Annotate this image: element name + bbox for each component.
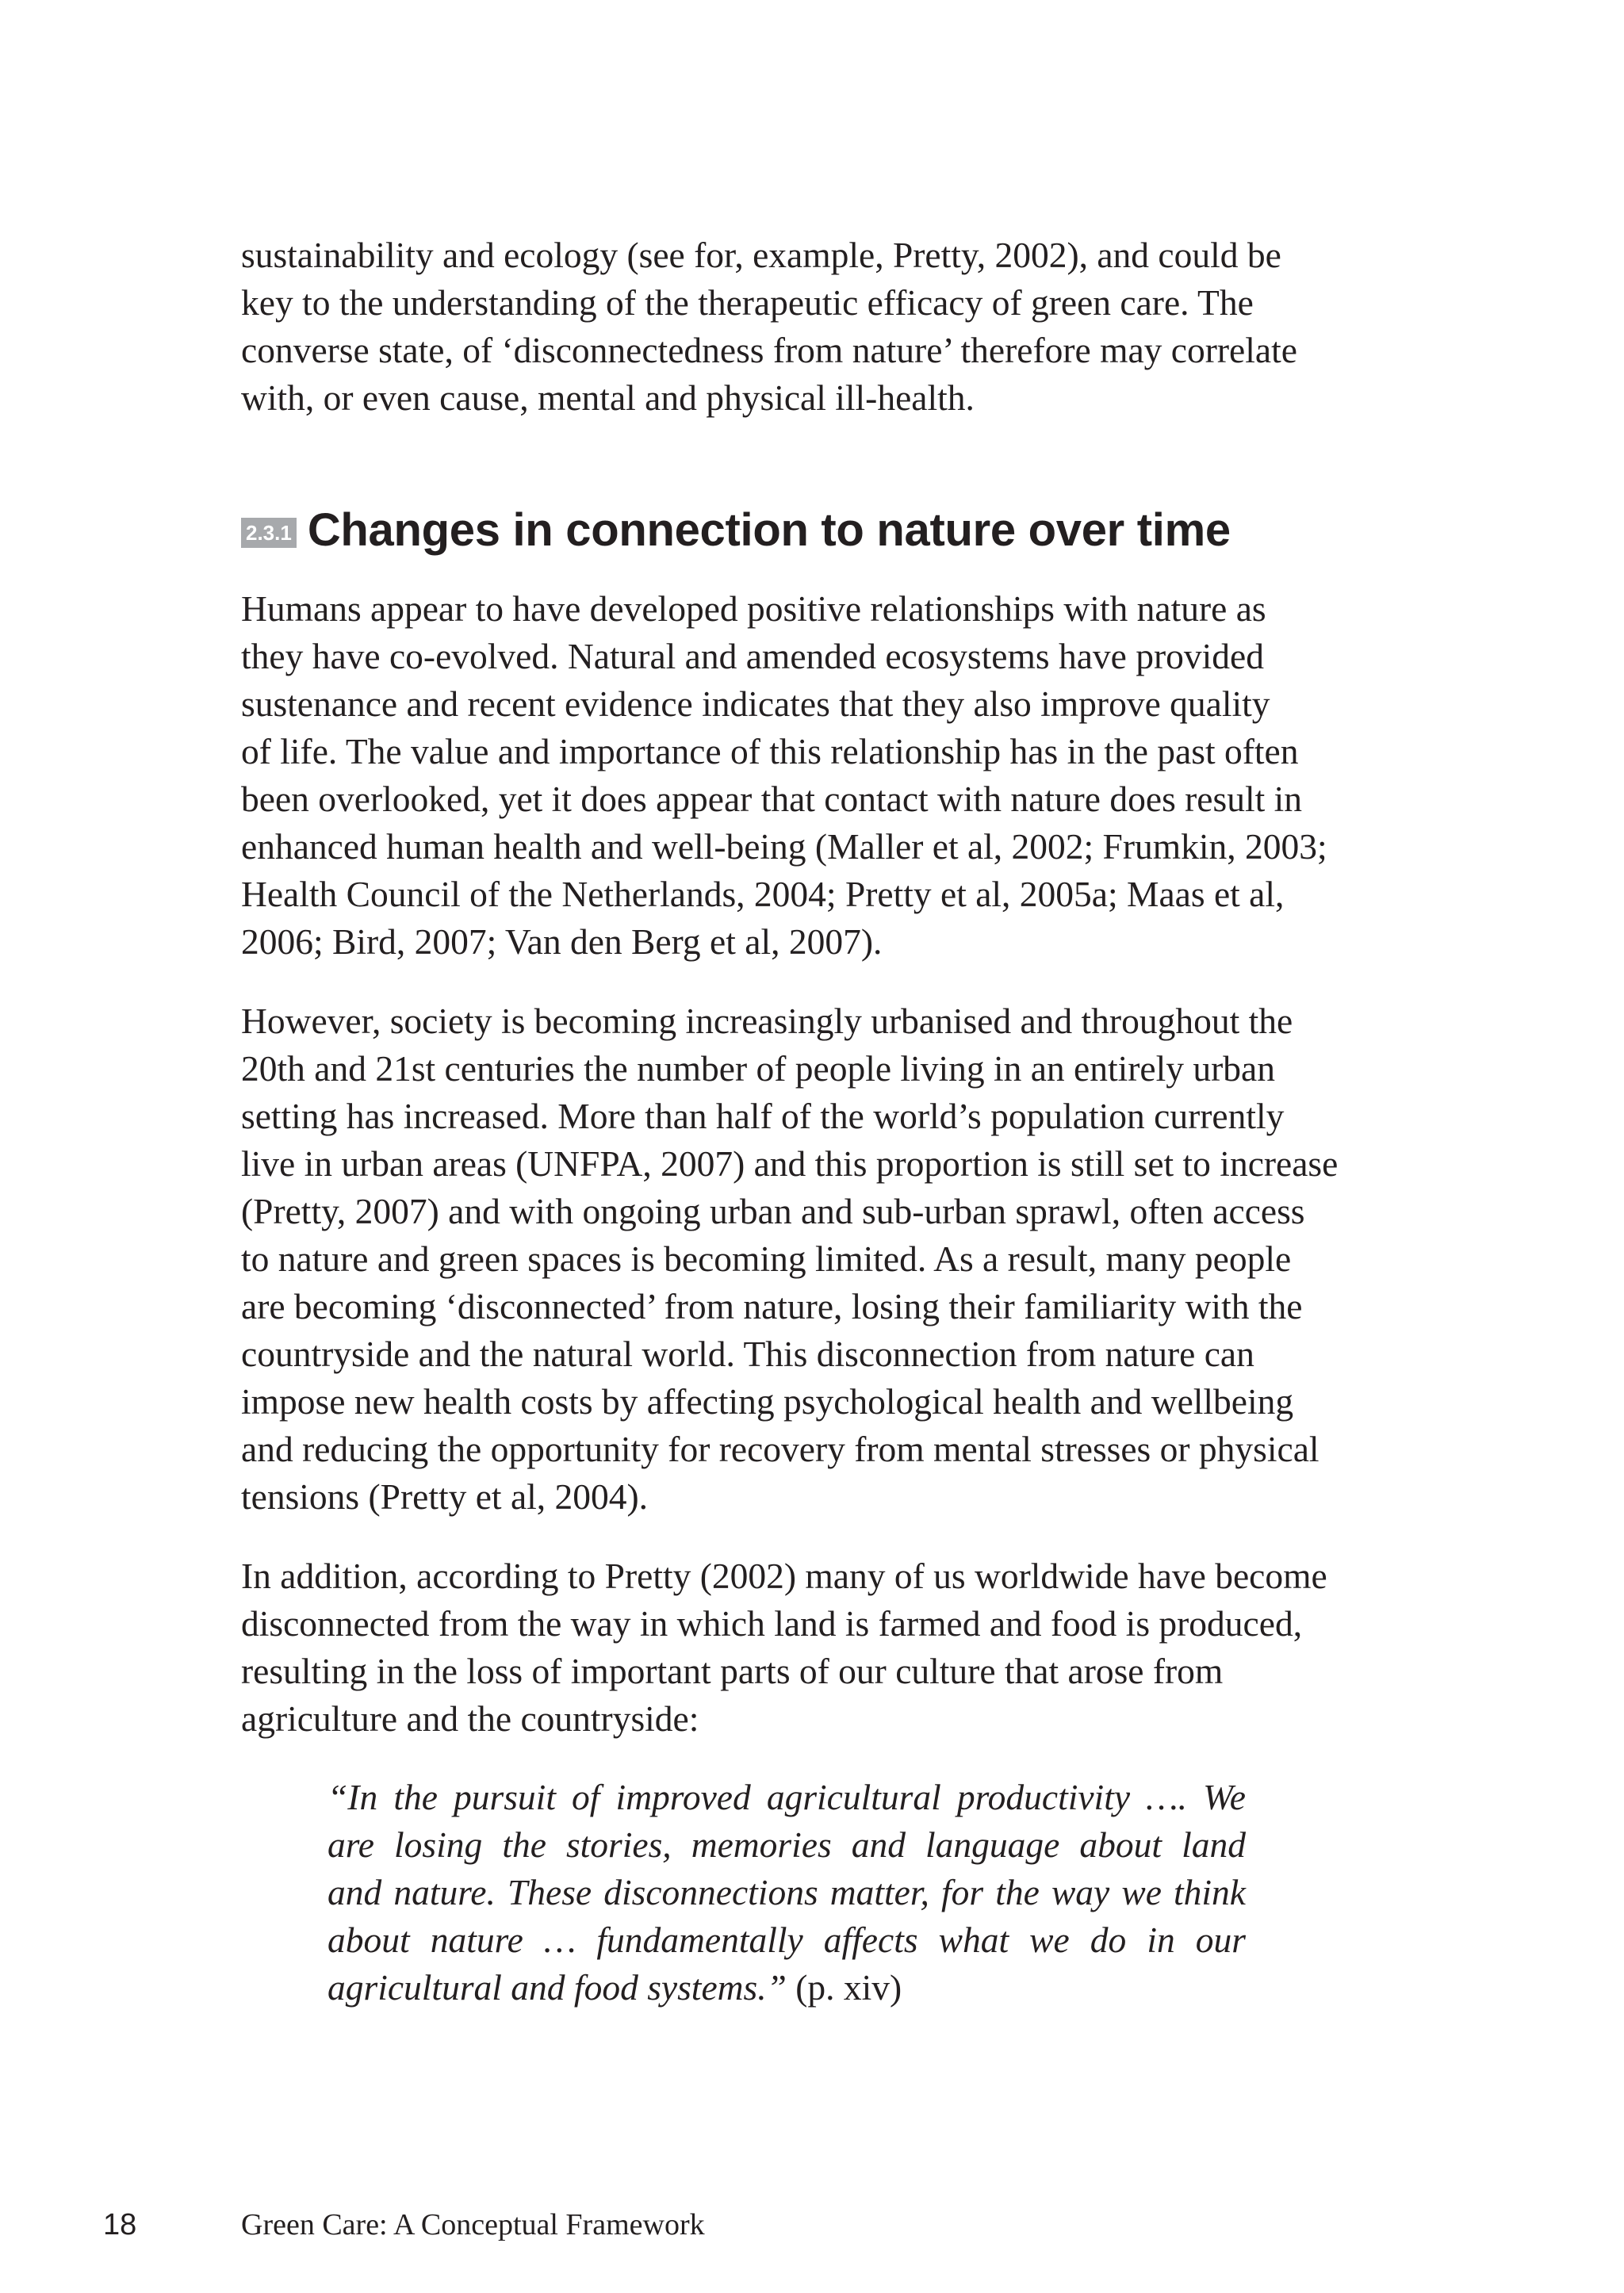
intro-paragraph: [241, 232, 1383, 422]
text-line: with, or even cause, mental and physical ill-health.: [241, 377, 975, 418]
text-line: been overlooked, yet it does appear that contact with nature does result in: [241, 779, 1303, 819]
text-line: of life. The value and importance of this relationship has in the past often: [241, 731, 1299, 771]
text-line: tensions (Pretty et al, 2004).: [241, 1476, 649, 1517]
text-line: Humans appear to have developed positive relationships with nature as: [241, 588, 1266, 629]
quote-line: about nature … fundamentally affects what we do in our: [327, 1920, 1246, 1960]
text-line: Health Council of the Netherlands, 2004; Pretty et al, 2005a; Maas et al,: [241, 874, 1285, 914]
text-line: sustenance and recent evidence indicates that they also improve quality: [241, 683, 1270, 724]
text-line: 20th and 21st centuries the number of people living in an entirely urban: [241, 1048, 1275, 1089]
text-line: live in urban areas (UNFPA, 2007) and this proportion is still set to increase: [241, 1143, 1339, 1184]
section-number-badge: 2.3.1: [241, 518, 297, 548]
text-line: disconnected from the way in which land is farmed and food is produced,: [241, 1603, 1303, 1644]
text-line: converse state, of ‘disconnectedness from nature’ therefore may correlate: [241, 330, 1297, 370]
text-line: to nature and green spaces is becoming limited. As a result, many people: [241, 1238, 1292, 1279]
page-number: 18: [103, 2208, 137, 2241]
text-line: However, society is becoming increasingly urbanised and throughout the: [241, 1001, 1293, 1041]
section-title: Changes in connection to nature over time: [307, 503, 1231, 556]
quote-reference: (p. xiv): [795, 1967, 902, 2008]
text-line: they have co-evolved. Natural and amended ecosystems have provided: [241, 636, 1264, 676]
quote-line: and nature. These disconnections matter, for the way we think: [327, 1872, 1246, 1912]
text-line: impose new health costs by affecting psychological health and wellbeing: [241, 1381, 1294, 1422]
quote-line: [327, 1964, 1246, 2012]
text-line: resulting in the loss of important parts of our culture that arose from: [241, 1651, 1224, 1691]
quote-line: “In the pursuit of improved agricultural productivity …. We: [327, 1777, 1246, 1817]
section-heading: [241, 498, 1231, 561]
text-line: enhanced human health and well-being (Maller et al, 2002; Frumkin, 2003;: [241, 826, 1327, 867]
text-line: 2006; Bird, 2007; Van den Berg et al, 2007).: [241, 921, 883, 962]
text-line: key to the understanding of the therapeutic efficacy of green care. The: [241, 282, 1254, 323]
text-line: In addition, according to Pretty (2002) many of us worldwide have become: [241, 1556, 1327, 1596]
text-line: countryside and the natural world. This disconnection from nature can: [241, 1334, 1254, 1374]
text-line: agriculture and the countryside:: [241, 1698, 699, 1739]
block-quote: [327, 1774, 1246, 2012]
paragraph: [241, 997, 1383, 1521]
quote-line: are losing the stories, memories and language about land: [327, 1824, 1246, 1865]
text-line: sustainability and ecology (see for, example, Pretty, 2002), and could be: [241, 235, 1281, 275]
text-line: and reducing the opportunity for recovery from mental stresses or physical: [241, 1429, 1320, 1469]
text-line: setting has increased. More than half of the world’s population currently: [241, 1096, 1285, 1136]
quote-last-text: agricultural and food systems.”: [327, 1967, 787, 2008]
running-footer-title: Green Care: A Conceptual Framework: [241, 2208, 705, 2241]
text-line: (Pretty, 2007) and with ongoing urban and sub-urban sprawl, often access: [241, 1191, 1305, 1231]
paragraph: [241, 1552, 1383, 1743]
paragraph: [241, 585, 1383, 966]
text-line: are becoming ‘disconnected’ from nature, losing their familiarity with the: [241, 1286, 1303, 1326]
